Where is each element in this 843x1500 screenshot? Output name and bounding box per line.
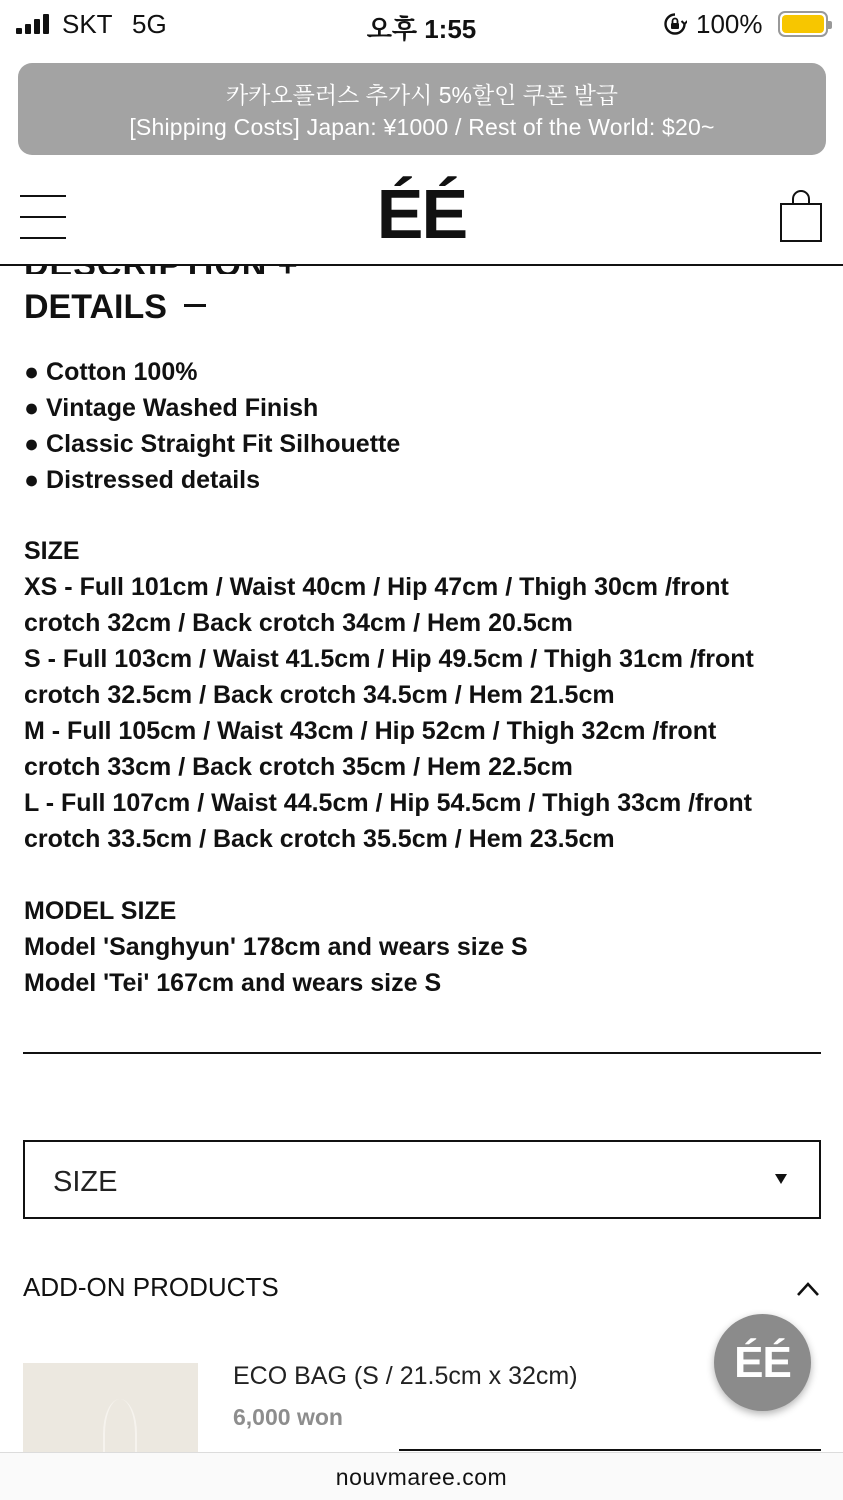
model-row: Model 'Tei' 167cm and wears size S — [24, 969, 442, 997]
list-item: ● Vintage Washed Finish — [24, 394, 319, 422]
size-row: crotch 33cm / Back crotch 35cm / Hem 22.5cm — [24, 753, 573, 781]
size-row: crotch 32cm / Back crotch 34cm / Hem 20.5cm — [24, 609, 573, 637]
status-time: 오후 1:55 — [366, 14, 477, 44]
size-row: L - Full 107cm / Waist 44.5cm / Hip 54.5cm / Thigh 33cm /front — [24, 789, 752, 817]
list-item: ● Distressed details — [24, 466, 261, 494]
model-size-info — [24, 893, 824, 1001]
model-row: Model 'Sanghyun' 178cm and wears size S — [24, 933, 528, 961]
eco-bag-thumbnail[interactable] — [23, 1363, 198, 1463]
status-bar — [0, 0, 843, 50]
size-row: crotch 32.5cm / Back crotch 34.5cm / Hem 21.5cm — [24, 681, 615, 709]
addon-products-heading[interactable]: ADD-ON PRODUCTS — [23, 1272, 279, 1302]
size-select[interactable] — [23, 1140, 821, 1219]
addon-product-price: 6,000 won — [233, 1404, 343, 1430]
size-info — [24, 533, 824, 857]
size-row: S - Full 103cm / Waist 41.5cm / Hip 49.5cm / Thigh 31cm /front — [24, 645, 754, 673]
addon-option-select[interactable] — [399, 1449, 821, 1451]
browser-address-bar[interactable] — [0, 1452, 843, 1500]
size-row: M - Full 105cm / Waist 43cm / Hip 52cm / Thigh 32cm /front — [24, 717, 717, 745]
size-row: XS - Full 101cm / Waist 40cm / Hip 47cm / Thigh 30cm /front — [24, 573, 729, 601]
promo-banner[interactable] — [18, 63, 826, 155]
battery-icon — [778, 11, 828, 37]
list-item: ● Cotton 100% — [24, 358, 198, 386]
list-item: ● Classic Straight Fit Silhouette — [24, 430, 401, 458]
carrier-name: SKT — [62, 9, 113, 39]
site-header — [0, 160, 843, 266]
model-size-label: MODEL SIZE — [24, 897, 177, 925]
dropdown-arrow-icon — [775, 1174, 787, 1184]
details-list — [24, 354, 400, 498]
url-text: nouvmaree.com — [335, 1464, 508, 1490]
section-divider — [23, 1052, 821, 1054]
shopping-bag-icon[interactable] — [780, 190, 822, 242]
collapse-minus-icon[interactable] — [184, 304, 206, 307]
size-select-value: SIZE — [53, 1166, 118, 1198]
size-row: crotch 33.5cm / Back crotch 35.5cm / Hem 23.5cm — [24, 825, 615, 853]
battery-percent: 100% — [696, 9, 763, 39]
addon-product-name[interactable]: ECO BAG (S / 21.5cm x 32cm) — [233, 1362, 578, 1390]
chat-button[interactable]: ÉÉ — [714, 1314, 811, 1411]
network-type: 5G — [132, 9, 167, 39]
site-logo[interactable]: ÉÉ — [376, 175, 467, 253]
chevron-up-icon[interactable] — [796, 1281, 820, 1297]
promo-shipping-text: [Shipping Costs] Japan: ¥1000 / Rest of the World: $20~ — [129, 114, 715, 140]
rotation-lock-icon — [663, 12, 687, 36]
details-heading[interactable]: DETAILS — [24, 288, 167, 326]
size-info-label: SIZE — [24, 537, 80, 565]
promo-coupon-text: 카카오플러스 추가시 5%할인 쿠폰 발급 — [225, 82, 619, 108]
